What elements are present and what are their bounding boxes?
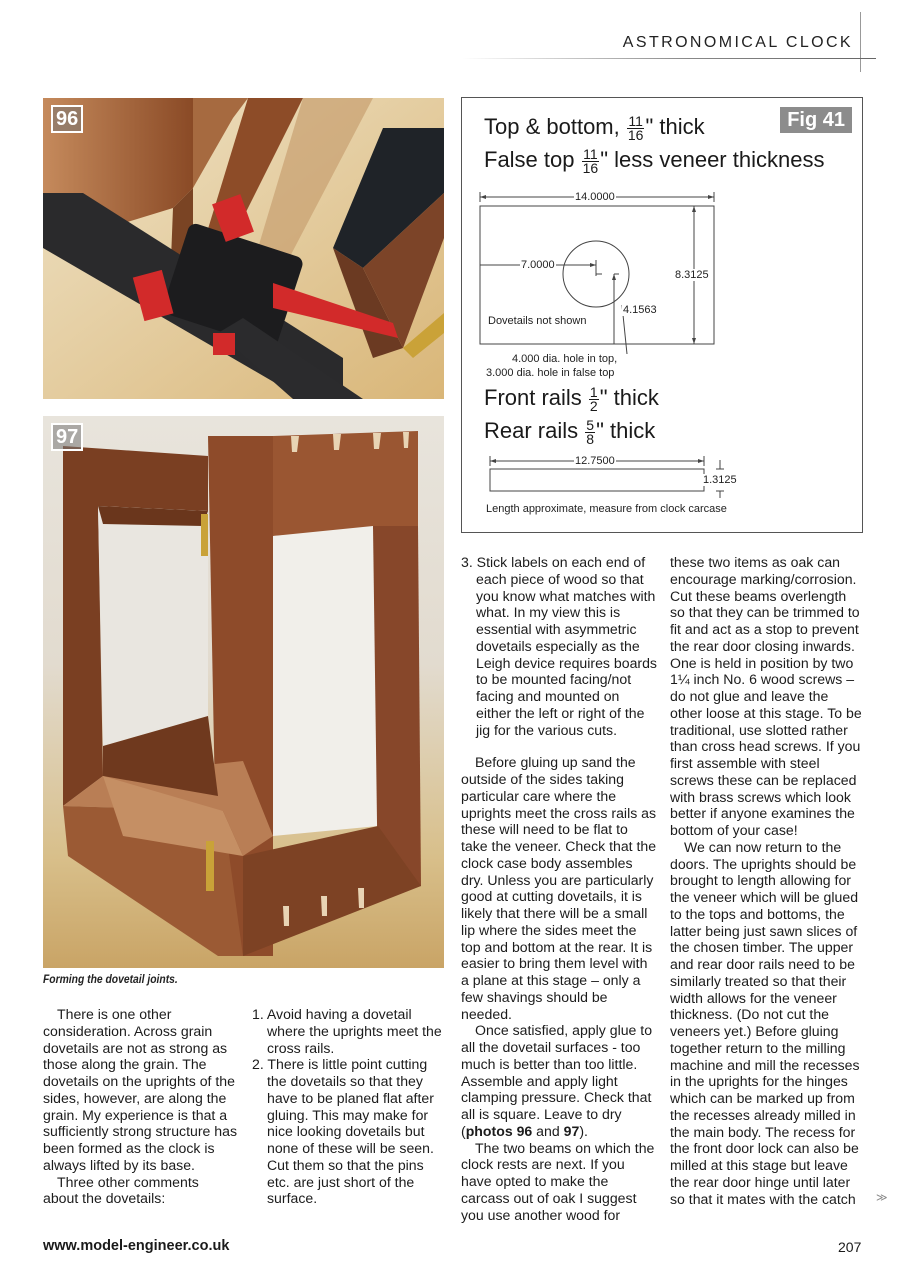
hole-note-false-top: 3.000 dia. hole in false top <box>486 367 615 379</box>
page-number: 207 <box>838 1239 862 1255</box>
line2-prefix: False top <box>484 147 575 172</box>
rear-prefix: Rear rails <box>484 418 579 443</box>
fraction-den: 16 <box>582 159 599 176</box>
text-column-2 <box>252 1006 446 1207</box>
fraction-num: 11 <box>628 112 643 129</box>
photo-96-illustration <box>43 98 444 399</box>
figure-line-front-rails <box>484 385 659 413</box>
line1-prefix: Top & bottom, <box>484 114 620 139</box>
paragraph-gap <box>461 738 657 754</box>
paragraph-text: and <box>532 1122 564 1139</box>
length-note: Length approximate, measure from clock carcase <box>486 503 727 515</box>
fraction-11-16-a <box>627 112 645 143</box>
paragraph: There is one other consideration. Across grain dovetails are not as strong as those along the grain. The dovetails on the uprights of the sides, however, are along the grain. My experience is that a sufficiently strong structure has been formed as the clock is always lifted by its base. <box>43 1006 238 1173</box>
header-horizontal-rule <box>462 58 876 59</box>
figure-line-false-top <box>484 147 824 175</box>
photo-number-96: 96 <box>51 105 83 133</box>
figure-tag: Fig 41 <box>780 107 852 133</box>
fraction-5-8 <box>585 416 595 447</box>
rear-suffix: " thick <box>596 418 656 443</box>
paragraph: The two beams on which the clock rests are next. If you have opted to make the carcass out of oak I suggest you use another wood for <box>461 1139 655 1223</box>
dovetails-note: Dovetails not shown <box>488 315 587 327</box>
continued-mark: ≫ <box>876 1192 888 1204</box>
fraction-num: 11 <box>583 145 598 162</box>
figure-line-rear-rails <box>484 418 655 446</box>
fraction-11-16-b <box>582 145 600 176</box>
hole-note-top: 4.000 dia. hole in top, <box>512 353 618 365</box>
line1-suffix: " thick <box>645 114 705 139</box>
dim-center-x: 7.0000 <box>521 259 555 271</box>
line2-suffix: " less veneer thickness <box>600 147 825 172</box>
list-item: 1. Avoid having a dovetail where the uprights meet the cross rails. <box>252 1006 442 1056</box>
fraction-1-2 <box>589 383 599 414</box>
figure-line-top-bottom <box>484 114 705 142</box>
front-suffix: " thick <box>599 385 659 410</box>
paragraph <box>461 1022 657 1139</box>
paragraph: these two items as oak can encourage marking/corrosion. Cut these beams overlength so that they can be trimmed to fit and act as a stop to prevent the rear door closing inwards. One is held in position by two 1¼ inch No. 6 wood screws – do not glue and leave the other loose at this stage. To be traditional, use slotted rather than cross head screws. If you first assemble with steel screws these can be replaced with brass screws which look better if anyone examines the bottom of your case! <box>670 554 862 838</box>
header-vertical-rule <box>860 12 861 72</box>
photo-96 <box>43 98 444 399</box>
text-column-3 <box>461 554 657 1223</box>
photo-97-illustration <box>43 416 444 968</box>
fraction-den: 2 <box>589 397 598 414</box>
paragraph: We can now return to the doors. The uprights should be brought to length allowing for the veneer which will be glued to the tops and bottoms, the latter being just sawn slices of the chosen timber. The upper and rear door rails need to be similarly treated so that their width allows for the veneer thickness. (Do not cut the veneers yet.) Before gluing together return to the milling machine and mill the recesses in the uprights for the hinges which can be marked up from the recesses already milled in the main body. The recess for the front door lock can also be milled at this stage but leave the rear door hinge until later so that it mates with the catch <box>670 838 860 1207</box>
photo-reference: 97 <box>563 1122 580 1139</box>
running-title: ASTRONOMICAL CLOCK <box>622 34 853 51</box>
photo-reference: photos 96 <box>465 1122 533 1139</box>
numbered-list <box>252 1006 446 1207</box>
photo-number-97: 97 <box>51 423 83 451</box>
photo-caption: Forming the dovetail joints. <box>43 972 178 986</box>
front-prefix: Front rails <box>484 385 582 410</box>
fraction-den: 8 <box>586 430 595 447</box>
dim-center-y: 4.1563 <box>623 304 657 316</box>
paragraph: Before gluing up sand the outside of the sides taking particular care where the uprights meet the cross rails as these will need to be flat to take the veneer. Check that the clock case body assembles dry. Unless you are particularly good at cutting dovetails, it is likely that there will be a small lip where the sides meet the top and bottom at the rear. It is easier to bring them level with a plane at this stage – only a few shavings should be needed. <box>461 754 657 1022</box>
figure-41 <box>461 97 863 533</box>
text-column-4 <box>670 554 864 1207</box>
fraction-num: 5 <box>586 416 595 433</box>
paragraph: Three other comments about the dovetails: <box>43 1173 199 1207</box>
fraction-num: 1 <box>589 383 598 400</box>
fraction-den: 16 <box>627 126 644 143</box>
dim-height: 8.3125 <box>675 269 709 281</box>
text-column-1 <box>43 1006 237 1207</box>
numbered-list <box>461 554 657 738</box>
dim-rail-length: 12.7500 <box>575 455 615 467</box>
photo-97 <box>43 416 444 968</box>
dim-rail-height: 1.3125 <box>703 474 737 486</box>
footer-url: www.model-engineer.co.uk <box>43 1238 230 1254</box>
dim-width: 14.0000 <box>575 191 615 203</box>
list-item: 3. Stick labels on each end of each piece of wood so that you know what matches with what. In my view this is essential with asymmetric dovetails especially as the Leigh device requires boards to be mounted facing/not facing and mounted on either the left or right of the jig for the various cuts. <box>461 554 657 738</box>
paragraph-text: ). <box>579 1122 588 1139</box>
list-item: 2. There is little point cutting the dovetails so that they have to be planed flat after gluing. This may make for nice looking dovetails but none of these will be seen. Cut them so that the pins etc. are just short of the surface. <box>252 1056 434 1207</box>
paragraph-text: Once satisfied, apply glue to all the dovetail surfaces - too much is better than too little. Assemble and apply light clamping pressure. Check that all is square. Leave to dry ( <box>461 1022 653 1139</box>
